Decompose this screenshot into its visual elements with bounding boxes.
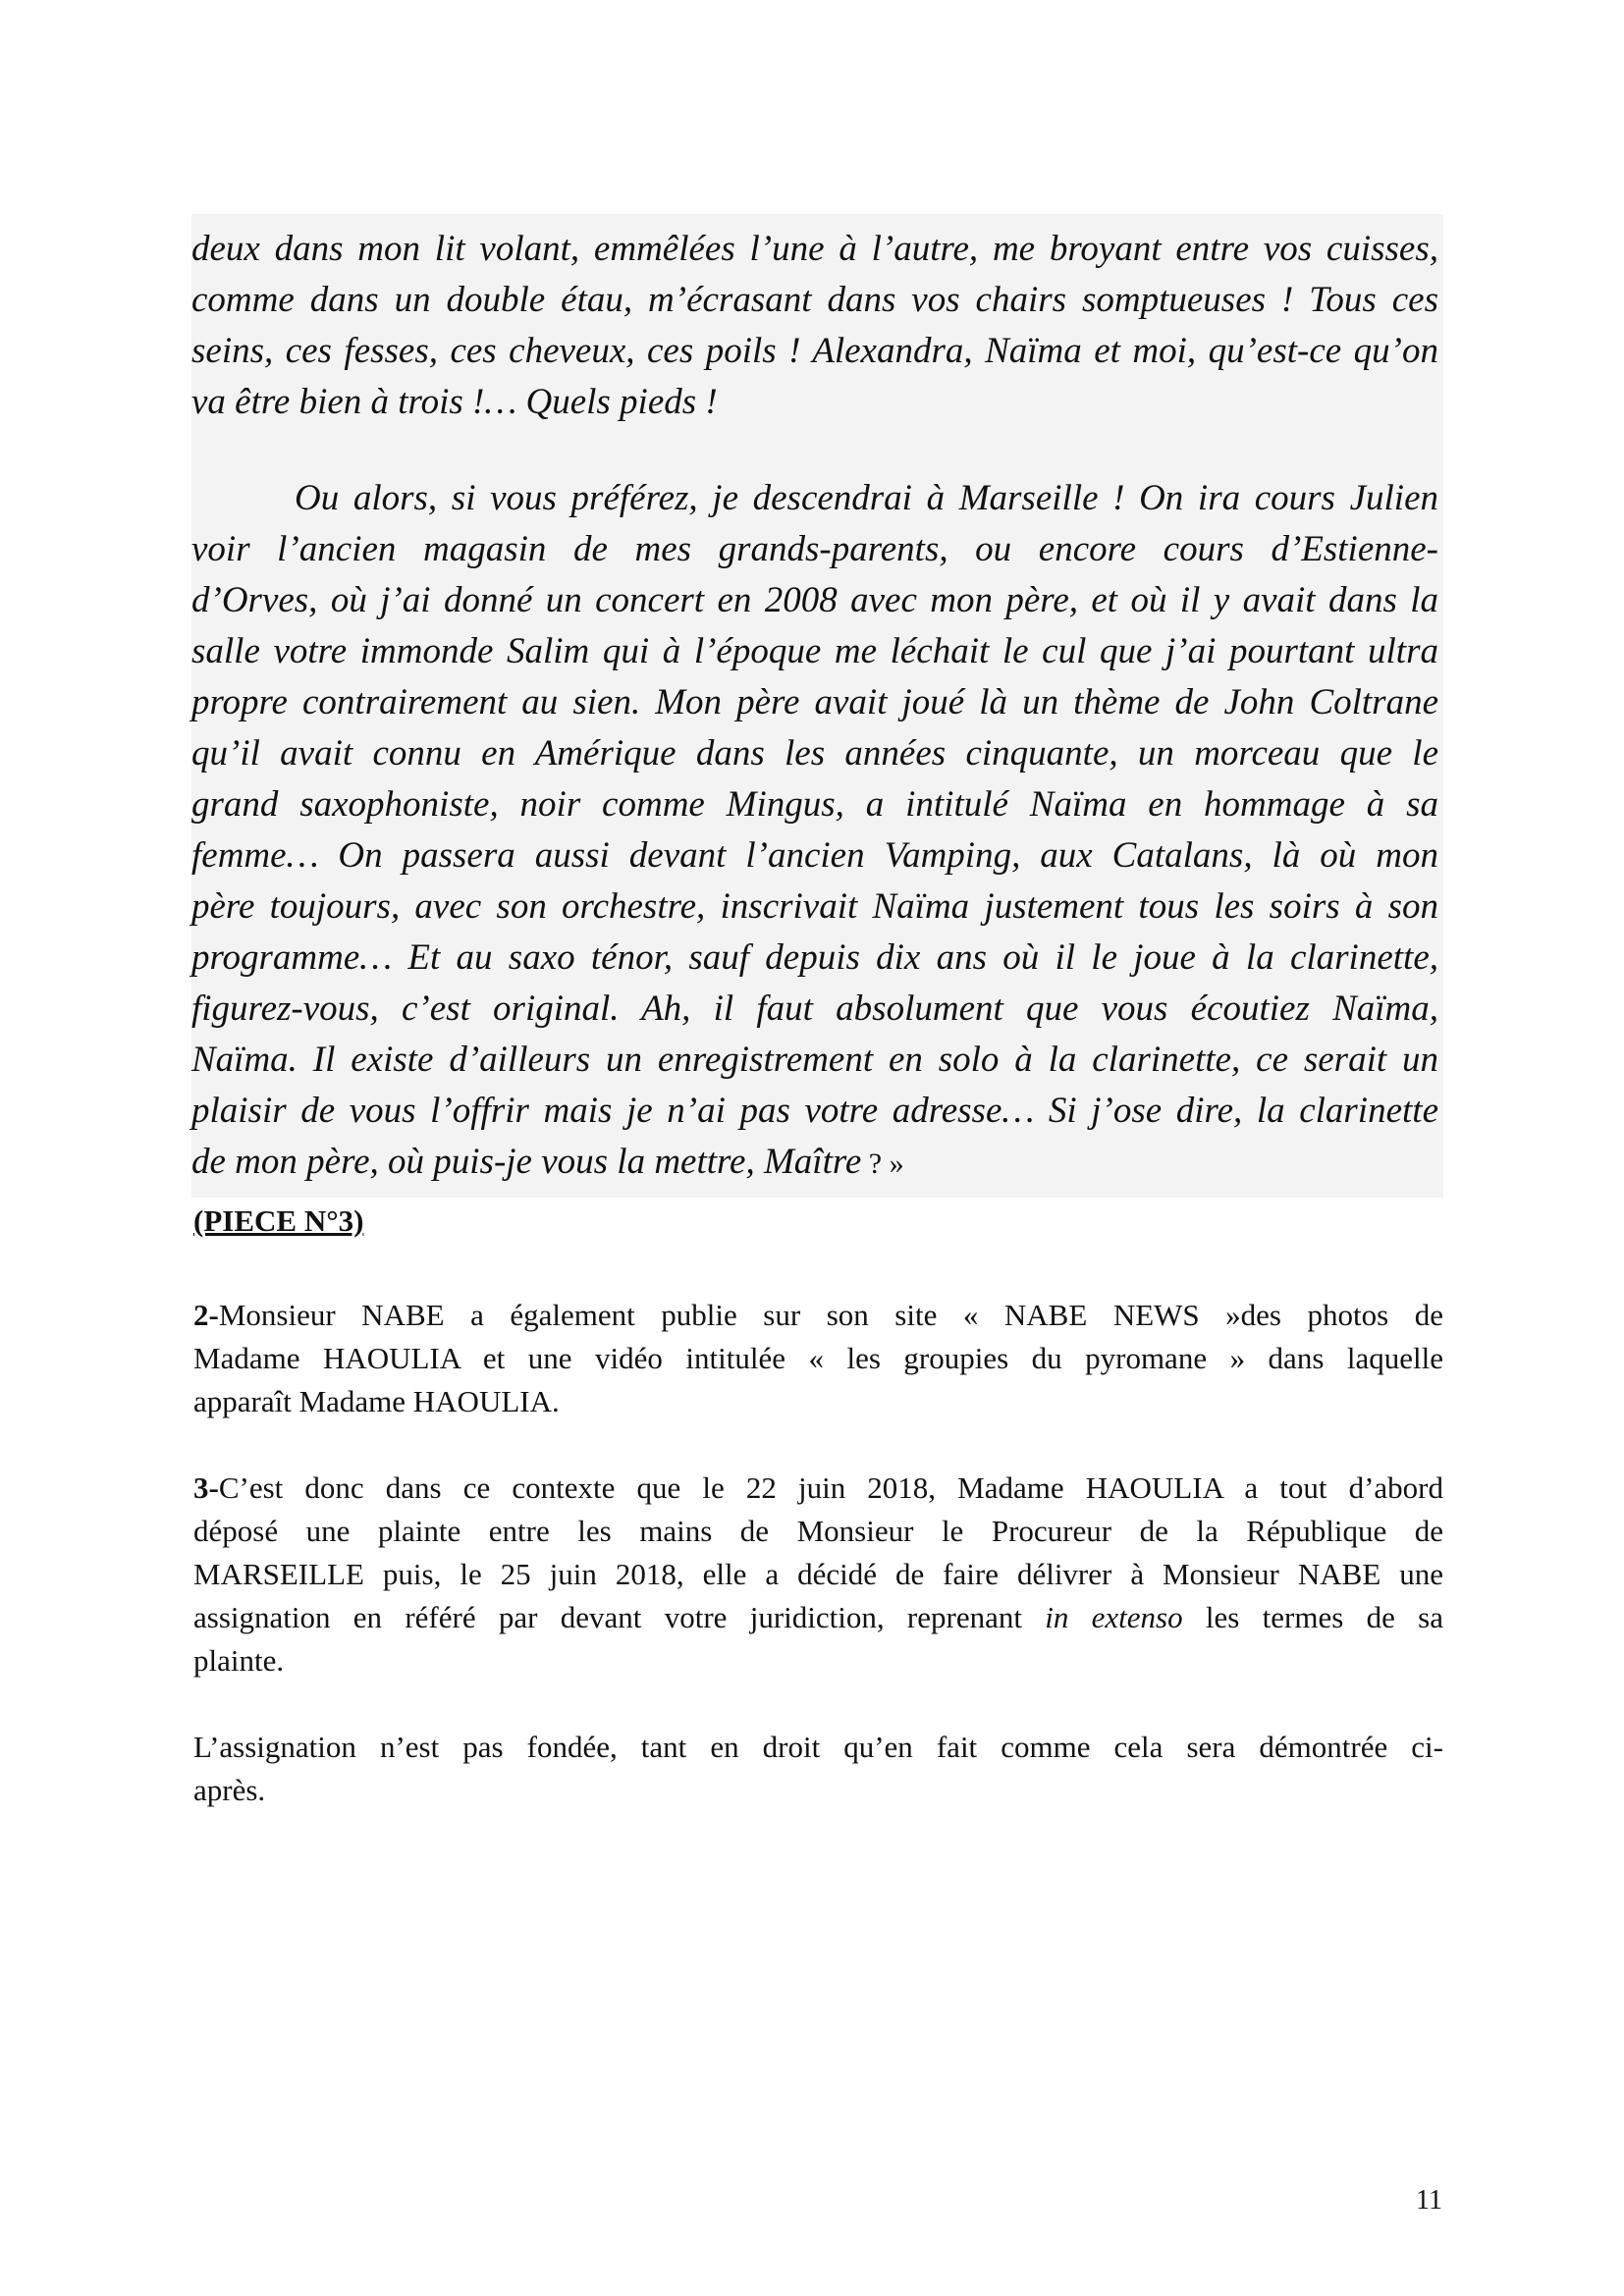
quote-line: propre contrairement au sien. Mon père avait joué là un thème de John Coltrane [191, 682, 1438, 722]
quote-line: plaisir de vous l’offrir mais je n’ai pas votre adresse… Si j’ose dire, la clarinette [191, 1091, 1438, 1131]
quote-line-text: de mon père, où puis-je vous la mettre, Maître [191, 1142, 862, 1182]
quote-line: Naïma. Il existe d’ailleurs un enregistrement en solo à la clarinette, ce serait un [191, 1040, 1438, 1080]
quote-line: qu’il avait connu en Amérique dans les années cinquante, un morceau que le [191, 733, 1438, 774]
quoted-passage [191, 214, 1443, 1198]
quote-closing: ? » [861, 1148, 904, 1180]
quote-line: deux dans mon lit volant, emmêlées l’une à l’autre, me broyant entre vos cuisses, [191, 229, 1438, 269]
quote-line: d’Orves, où j’ai donné un concert en 2008 avec mon père, et où il y avait dans la [191, 580, 1438, 620]
section-2-line: Madame HAOULIA et une vidéo intitulée « les groupies du pyromane » dans laquelle [193, 1341, 1443, 1375]
exhibit-reference: (PIECE N°3) [193, 1203, 364, 1238]
section-3-line: MARSEILLE puis, le 25 juin 2018, elle a décidé de faire délivrer à Monsieur NABE une [193, 1557, 1443, 1591]
section-text: assignation en référé par devant votre juridiction, reprenant [193, 1600, 1046, 1634]
section-3-line [193, 1467, 1443, 1510]
section-text: C’est donc dans ce contexte que le 22 juin 2018, Madame HAOULIA a tout d’abord [218, 1470, 1443, 1505]
quote-line: femme… On passera aussi devant l’ancien Vamping, aux Catalans, là où mon [191, 835, 1438, 876]
quote-line: comme dans un double étau, m’écrasant dans vos chairs somptueuses ! Tous ces [191, 280, 1438, 320]
quote-line: Ou alors, si vous préférez, je descendrai à Marseille ! On ira cours Julien [295, 478, 1438, 518]
quote-line: père toujours, avec son orchestre, inscrivait Naïma justement tous les soirs à son [191, 886, 1438, 927]
section-number: 2- [193, 1298, 219, 1332]
section-text: Monsieur NABE a également publie sur son site « NABE NEWS »des photos de [218, 1298, 1443, 1332]
quote-line: grand saxophoniste, noir comme Mingus, a intitulé Naïma en hommage à sa [191, 784, 1438, 825]
quote-line: voir l’ancien magasin de mes grands-parents, ou encore cours d’Estienne- [191, 529, 1438, 569]
section-2-line [193, 1294, 1443, 1337]
quote-line: seins, ces fesses, ces cheveux, ces poils ! Alexandra, Naïma et moi, qu’est-ce qu’on [191, 331, 1438, 371]
section-3-line [193, 1596, 1443, 1639]
page-number: 11 [1416, 2185, 1442, 2216]
conclusion-line: L’assignation n’est pas fondée, tant en droit qu’en fait comme cela sera démontrée ci- [193, 1730, 1443, 1764]
quote-line: figurez-vous, c’est original. Ah, il faut absolument que vous écoutiez Naïma, [191, 988, 1438, 1029]
latin-term: in extenso [1045, 1600, 1183, 1634]
quote-line: va être bien à trois !… Quels pieds ! [191, 382, 718, 422]
section-2-line: apparaît Madame HAOULIA. [193, 1384, 560, 1418]
quote-line: programme… Et au saxo ténor, sauf depuis dix ans où il le joue à la clarinette, [191, 937, 1438, 978]
section-3-line: plainte. [193, 1643, 285, 1678]
quote-line: salle votre immonde Salim qui à l’époque me léchait le cul que j’ai pourtant ultra [191, 631, 1438, 671]
section-number: 3- [193, 1470, 219, 1505]
section-3-line: déposé une plainte entre les mains de Monsieur le Procureur de la République de [193, 1514, 1443, 1548]
conclusion-line: après. [193, 1773, 266, 1807]
quote-last-line [191, 1137, 904, 1190]
section-text: les termes de sa [1182, 1600, 1443, 1634]
